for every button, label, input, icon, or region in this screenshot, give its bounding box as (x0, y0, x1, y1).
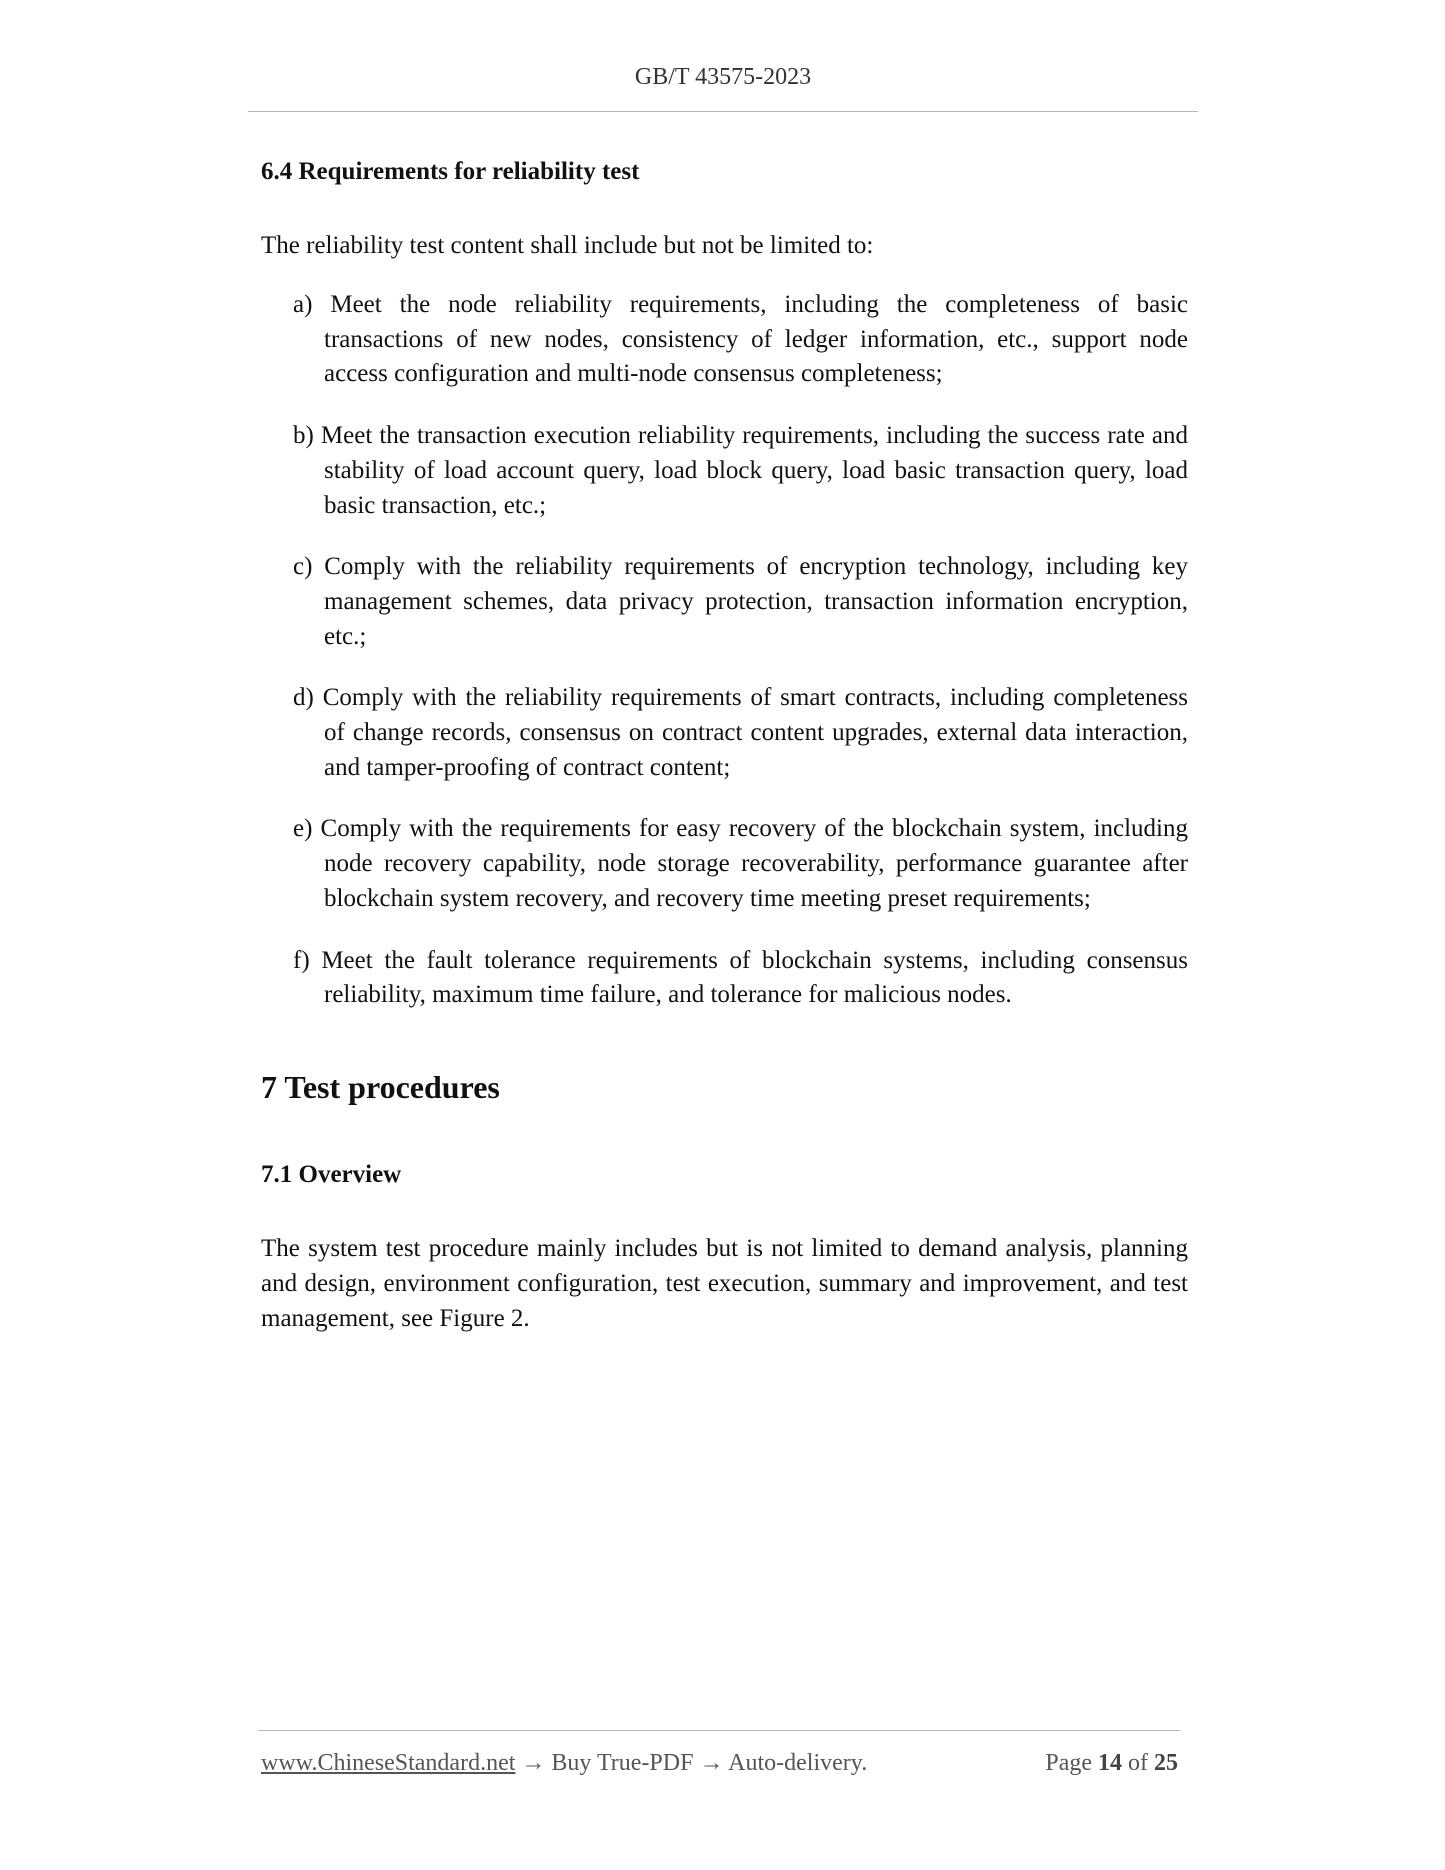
section-6-4-intro: The reliability test content shall include but not be limited to: (261, 232, 874, 259)
list-item: b) Meet the transaction execution reliability requirements, including the success rate and stability of load account query, load block query, load basic transaction query, load basic transaction, etc.; (293, 422, 1188, 519)
list-item: d) Comply with the reliability requirements of smart contracts, including completeness of change records, consensus on contract content upgrades, external data interaction, and tamper-proofing of contract content; (293, 684, 1188, 781)
list-item: a) Meet the node reliability requirements, including the completeness of basic transactions of new nodes, consistency of ledger information, etc., support node access configuration and multi-node consensus completeness; (293, 291, 1188, 388)
list-item: e) Comply with the requirements for easy recovery of the blockchain system, including node recovery capability, node storage recoverability, performance guarantee after blockchain system recovery, and recovery time meeting preset requirements; (293, 815, 1188, 912)
page-indicator (1045, 1750, 1178, 1777)
page-label: Page (1045, 1750, 1092, 1776)
auto-delivery-text: Auto-delivery. (728, 1750, 868, 1776)
footer-divider (258, 1730, 1180, 1731)
of-label: of (1128, 1750, 1148, 1776)
header-divider (248, 111, 1198, 112)
section-7-heading: 7 Test procedures (261, 1068, 500, 1105)
footer-promo (261, 1750, 867, 1777)
page-number: 14 (1098, 1750, 1122, 1776)
list-item: c) Comply with the reliability requirements of encryption technology, including key management schemes, data privacy protection, transaction information encryption, etc.; (293, 553, 1188, 650)
page-content (261, 154, 1188, 1336)
arrow-right-icon: → (521, 1750, 546, 1776)
total-pages: 25 (1154, 1750, 1178, 1776)
reliability-requirements-list (261, 288, 1188, 1013)
section-7-1-heading: 7.1 Overview (261, 1160, 402, 1188)
arrow-right-icon: → (699, 1750, 724, 1776)
buy-pdf-text: Buy True-PDF (551, 1750, 694, 1776)
section-7-1-paragraph: The system test procedure mainly includes but is not limited to demand analysis, planning and design, environment configuration, test execution, summary and improvement, and test management, see Figure 2. (261, 1234, 1188, 1332)
website-link[interactable]: www.ChineseStandard.net (261, 1750, 516, 1776)
section-6-4-heading: 6.4 Requirements for reliability test (261, 158, 640, 185)
document-id-header: GB/T 43575-2023 (634, 64, 812, 90)
list-item: f) Meet the fault tolerance requirements of blockchain systems, including consensus reliability, maximum time failure, and tolerance for malicious nodes. (293, 946, 1188, 1009)
